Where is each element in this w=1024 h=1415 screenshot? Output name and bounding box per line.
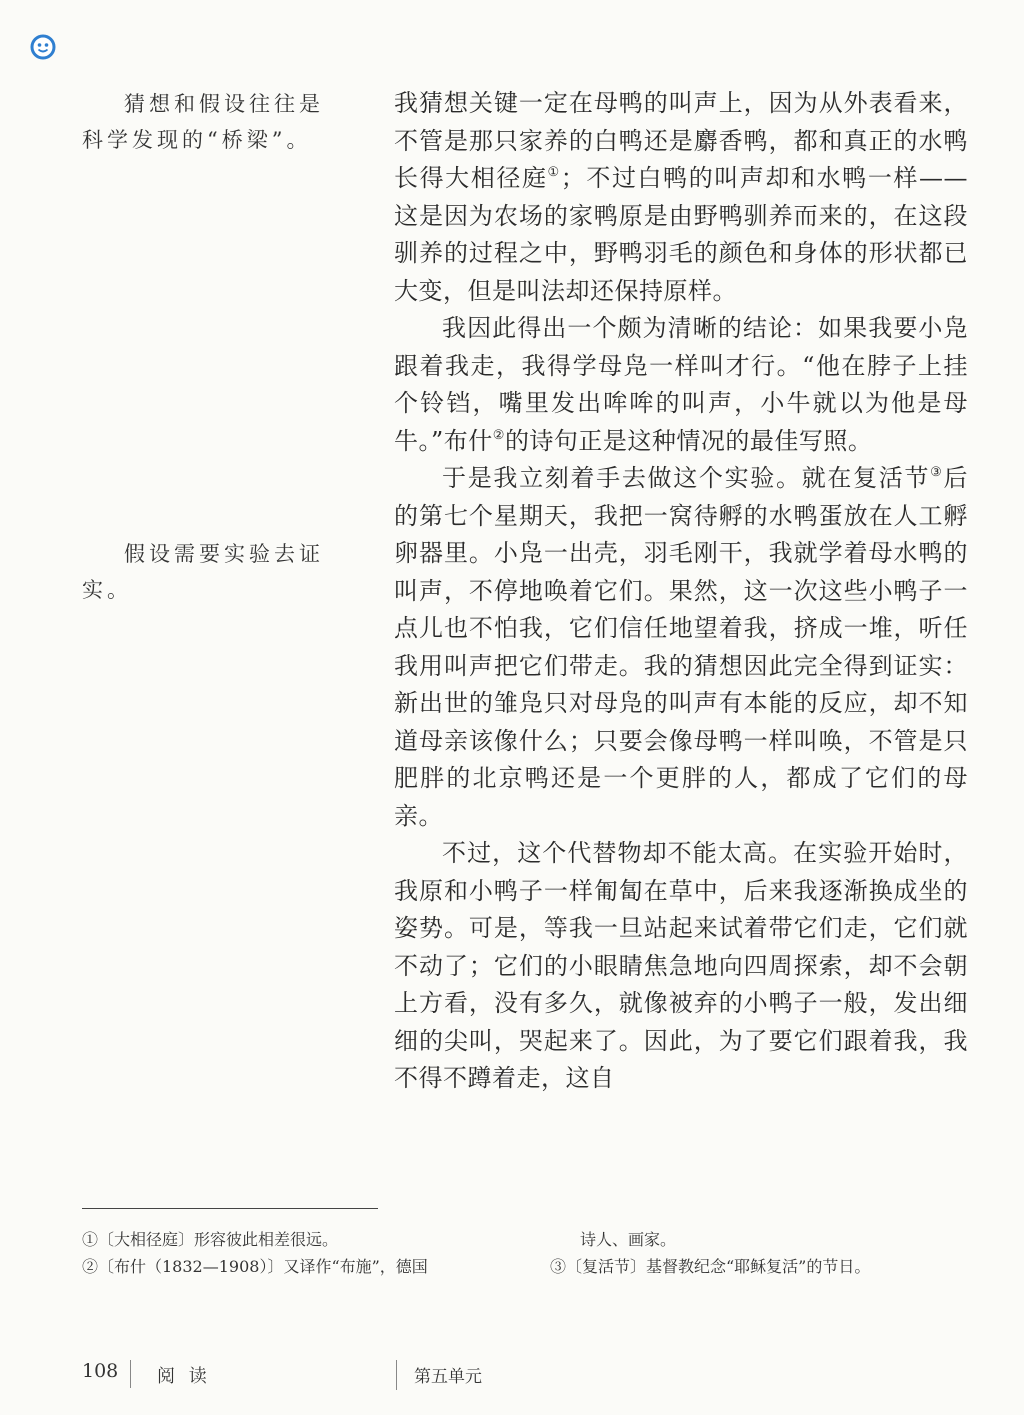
- footer-divider: [130, 1360, 131, 1388]
- footnote-divider: [82, 1208, 378, 1209]
- paragraph: 我猜想关键一定在母鸭的叫声上，因为从外表看来，不管是那只家养的白鸭还是麝香鸭，都和真正的水鸭长得大相径庭①；不过白鸭的叫声却和水鸭一样——这是因为农场的家鸭原是由野鸭驯养而来的，在这段驯养的过程之中，野鸭羽毛的颜色和身体的形状都已大变，但是叫法却还保持原样。: [394, 89, 969, 305]
- footnote-2: ②〔布什（1832—1908）〕又译作“布施”，德国: [82, 1257, 428, 1276]
- footnote-1: ①〔大相径庭〕形容彼此相差很远。: [82, 1230, 339, 1249]
- side-note-experiment: 假设需要实验去证实。: [82, 542, 324, 602]
- body-text: [394, 85, 968, 1098]
- section-label: 阅 读: [157, 1366, 211, 1387]
- paragraph: 我因此得出一个颇为清晰的结论：如果我要小凫跟着我走，我得学母凫一样叫才行。“他在脖子上挂个铃铛，嘴里发出哞哞的叫声，小牛就以为他是母牛。”布什②的诗句正是这种情况的最佳写照。: [394, 314, 968, 455]
- side-note-hypothesis: 猜想和假设往往是科学发现的“桥梁”。: [82, 92, 324, 152]
- footnote-ref-3: ③: [930, 465, 944, 480]
- paragraph: 不过，这个代替物却不能太高。在实验开始时，我原和小鸭子一样匍匐在草中，后来我逐渐换成坐的姿势。可是，等我一旦站起来试着带它们走，它们就不动了；它们的小眼睛焦急地向四周探索，却不会朝上方看，没有多久，就像被弃的小鸭子一般，发出细细的尖叫，哭起来了。因此，为了要它们跟着我，我不得不蹲着走，这自: [394, 839, 968, 1092]
- paragraph: 于是我立刻着手去做这个实验。就在复活节③后的第七个星期天，我把一窝待孵的水鸭蛋放在人工孵卵器里。小凫一出壳，羽毛刚干，我就学着母水鸭的叫声，不停地唤着它们。果然，这一次这些小鸭子一点儿也不怕我，它们信任地望着我，挤成一堆，听任我用叫声把它们带走。我的猜想因此完全得到证实：新出世的雏凫只对母凫的叫声有本能的反应，却不知道母亲该像什么；只要会像母鸭一样叫唤，不管是只肥胖的北京鸭还是一个更胖的人，都成了它们的母亲。: [394, 464, 969, 830]
- footnote-ref-2: ②: [492, 427, 505, 443]
- footnote-ref-1: ①: [547, 165, 561, 180]
- unit-label: 第五单元: [414, 1367, 482, 1387]
- footer-divider: [396, 1360, 397, 1390]
- footnote-2-continued: 诗人、画家。: [580, 1230, 677, 1249]
- smiley-icon: [30, 34, 56, 60]
- page-number: 108: [82, 1360, 119, 1382]
- footnote-3: ③〔复活节〕基督教纪念“耶稣复活”的节日。: [550, 1257, 871, 1276]
